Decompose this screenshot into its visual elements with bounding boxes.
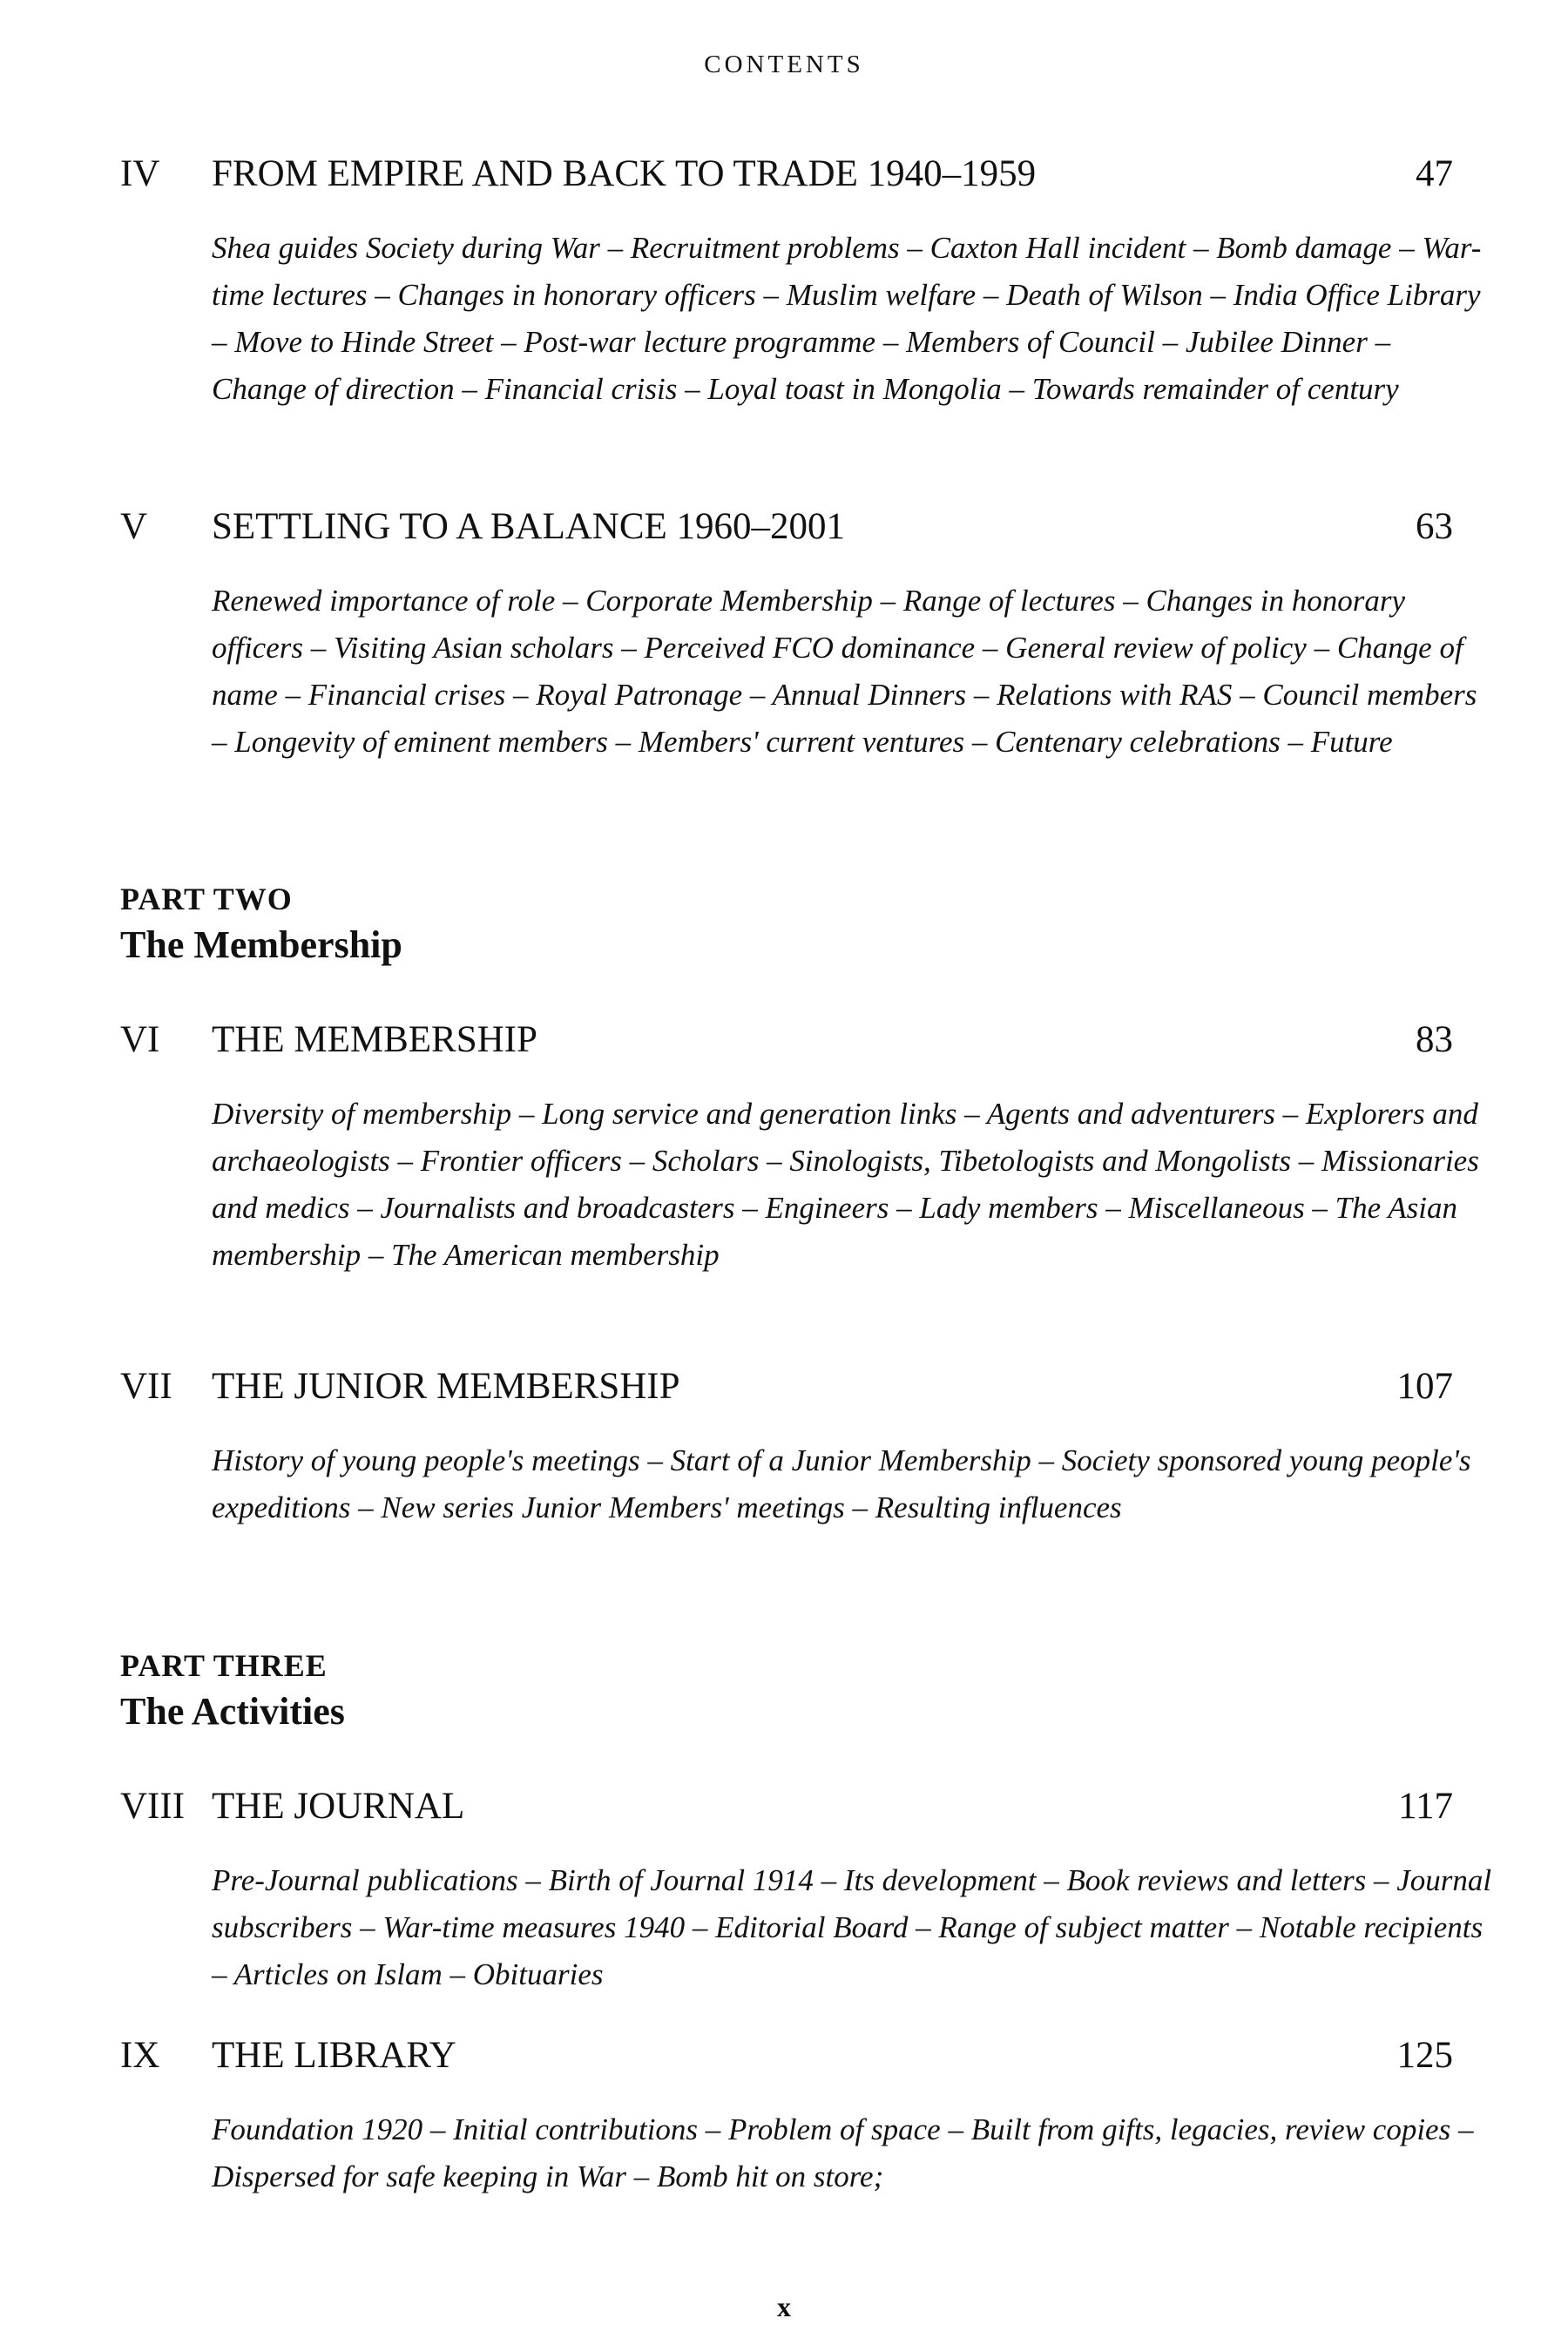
toc-entry-chapter-viii[interactable] [120,1781,1492,1998]
chapter-summary: History of young people's meetings – Start of a Junior Membership – Society sponsored young people's expeditions – New series Junior Members' meetings – Resulting influences [212,1443,1471,1524]
chapter-page-number: 83 [1416,1019,1453,1060]
chapter-summary: Renewed importance of role – Corporate Membership – Range of lectures – Changes in honorary officers – Visiting Asian scholars – Perceived FCO dominance – General review of policy – Change of name – Financial crises – Royal Patronage – Annual Dinners – Relations with RAS – Council members – Longevity of eminent members – Members' current ventures – Centenary celebrations – Future [212,584,1477,759]
part-label: PART TWO [120,882,293,916]
chapter-title: THE MEMBERSHIP [212,1019,537,1060]
chapter-heading [120,501,1453,553]
chapter-heading [120,1781,1453,1833]
chapter-summary: Foundation 1920 – Initial contributions – Problem of space – Built from gifts, legacies, review copies – Dispersed for safe keeping in War – Bomb hit on store; [212,2112,1474,2193]
part-heading-three [120,1645,345,1737]
chapter-heading [120,1014,1453,1066]
chapter-heading [120,148,1453,200]
page-folio: x [777,2291,791,2322]
chapter-title: SETTLING TO A BALANCE 1960–2001 [212,506,846,547]
toc-entry-chapter-vii[interactable] [120,1361,1471,1531]
chapter-page-number: 117 [1398,1786,1453,1827]
chapter-summary: Diversity of membership – Long service and generation links – Agents and adventurers – Explorers and archaeologists – Frontier officers – Scholars – Sinologists, Tibetologists and Mongolists – Missionaries and medics – Journalists and broadcasters – Engineers – Lady members – Miscellaneous – The Asian membership – The American membership [212,1097,1479,1272]
chapter-number: IX [120,2035,160,2076]
chapter-title: THE LIBRARY [212,2035,456,2076]
running-head: CONTENTS [704,51,864,78]
toc-entry-chapter-v[interactable] [120,501,1477,766]
chapter-page-number: 63 [1416,506,1453,547]
chapter-summary: Shea guides Society during War – Recruitment problems – Caxton Hall incident – Bomb damage – War-time lectures – Changes in honorary officers – Muslim welfare – Death of Wilson – India Office Library – Move to Hinde Street – Post-war lecture programme – Members of Council – Jubilee Dinner – Change of direction – Financial crisis – Loyal toast in Mongolia – Towards remainder of century [212,231,1482,406]
chapter-heading [120,2030,1453,2082]
chapter-page-number: 125 [1396,2035,1453,2076]
chapter-heading [120,1361,1453,1413]
chapter-title: THE JOURNAL [212,1786,465,1827]
chapter-number: V [120,506,148,547]
chapter-number: VII [120,1366,172,1407]
chapter-title: FROM EMPIRE AND BACK TO TRADE 1940–1959 [212,153,1037,194]
chapter-number: IV [120,153,160,194]
part-title: The Activities [120,1690,345,1733]
toc-entry-chapter-iv[interactable] [120,148,1482,413]
part-label: PART THREE [120,1648,328,1683]
part-heading-two [120,878,402,970]
toc-entry-chapter-vi[interactable] [120,1014,1479,1279]
chapter-page-number: 47 [1416,153,1453,194]
part-title: The Membership [120,923,402,966]
chapter-number: VIII [120,1786,186,1827]
chapter-summary: Pre-Journal publications – Birth of Journal 1914 – Its development – Book reviews and letters – Journal subscribers – War-time measures 1940 – Editorial Board – Range of subject matter – Notable recipients – Articles on Islam – Obituaries [212,1863,1492,1991]
chapter-page-number: 107 [1396,1366,1453,1407]
chapter-title: THE JUNIOR MEMBERSHIP [212,1366,680,1407]
chapter-number: VI [120,1019,160,1060]
toc-entry-chapter-ix[interactable] [120,2030,1474,2200]
